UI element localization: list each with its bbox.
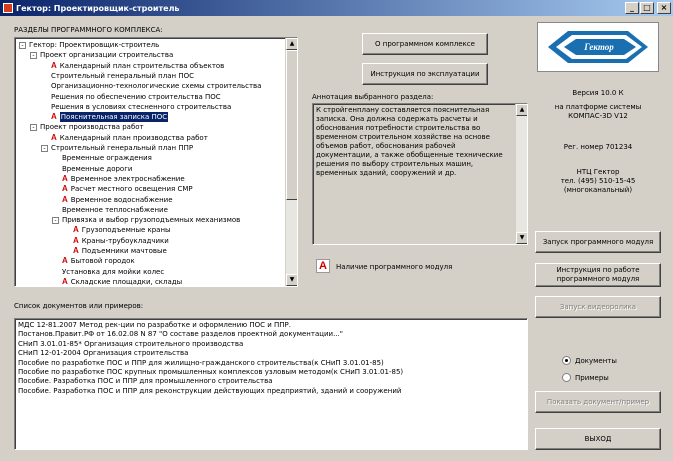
platform-line1: на платформе системы [554,103,642,111]
tree-item[interactable] [41,133,208,143]
tree-item-label: Временное теплоснабжение [62,205,168,214]
document-item[interactable]: СНиП 12-01-2004 Организация строительства [18,349,189,358]
radio-documents-dot[interactable] [562,356,571,365]
gektor-logo [537,22,659,72]
tree-item[interactable] [52,153,152,163]
module-available-icon: A [73,246,79,255]
annotation-scrollbar[interactable] [515,104,527,244]
version-text: Версия 10.0 К [572,89,624,97]
radio-examples-dot[interactable] [562,373,571,382]
tree-item[interactable] [19,40,159,50]
document-item[interactable]: МДС 12-81.2007 Метод рек-ции по разработке и оформлению ПОС и ППР. [18,321,292,329]
tree-item[interactable] [52,174,185,184]
tree-item[interactable] [52,256,135,266]
module-presence-label: Наличие программного модуля [336,263,453,271]
annotation-scroll-down-icon[interactable]: ▼ [516,232,528,244]
tree-item-label: Временное электроснабжение [70,174,185,183]
sections-tree[interactable] [14,37,298,287]
app-icon [3,3,13,13]
module-available-icon: A [62,184,68,194]
radio-examples-label: Примеры [575,373,609,382]
tree-item-label: Складские площадки, склады [70,277,183,286]
radio-examples[interactable] [562,373,609,382]
tree-item[interactable] [41,61,224,71]
module-available-icon: A [51,132,57,142]
tree-item[interactable] [52,277,182,287]
tree-expander-icon[interactable]: - [19,42,26,49]
module-available-icon: A [62,173,68,183]
show-document-button[interactable]: Показать документ/пример [535,391,661,413]
company-phone-note: (многоканальный) [563,186,633,194]
radio-documents[interactable] [562,356,617,365]
tree-item[interactable] [41,143,193,153]
tree-item-label: Установка для мойки колес [62,267,165,276]
module-available-icon: A [62,276,68,286]
tree-item[interactable] [52,215,240,225]
scroll-up-arrow-icon[interactable]: ▲ [286,38,298,50]
annotation-box [312,103,528,245]
tree-scrollbar[interactable] [285,38,297,286]
tree-item-label: Привязка и выбор грузоподъемных механизмов [62,216,241,225]
manual-button[interactable]: Инструкция по эксплуатации [362,63,488,85]
close-button[interactable]: × [657,2,671,14]
tree-item-label: Гектор: Проектировщик-строитель [29,41,160,49]
exit-button[interactable]: ВЫХОД [535,428,661,450]
tree-item[interactable] [63,225,171,235]
doclist-label: Список документов или примеров: [14,302,144,310]
tree-item[interactable] [41,112,168,122]
tree-item[interactable] [41,71,194,81]
tree-item-label: Подъемники мачтовые [81,247,167,255]
radio-documents-label: Документы [575,356,617,365]
module-available-icon: A [51,60,57,70]
tree-item-label: Календарный план строительства объектов [59,61,225,70]
module-available-icon: A [73,235,79,245]
tree-item-label: Временные ограждения [62,154,152,163]
tree-item[interactable] [52,184,193,194]
tree-item-label: Решения в условиях стесненного строительства [51,102,232,111]
tree-expander-icon[interactable]: - [52,217,59,224]
window-title: Гектор: Проектировщик-строитель [16,3,180,13]
tree-item[interactable] [41,81,261,91]
module-instructions-button[interactable]: Инструкция по работе программного модуля [535,263,661,287]
tree-item[interactable] [52,195,173,205]
document-item[interactable]: Пособие. Разработка ПОС и ППР для промышленного строительства [18,377,273,386]
company-name: НТЦ Гектор [576,168,620,176]
tree-item[interactable] [41,102,231,112]
tree-item-label: Бытовой городок [70,257,135,266]
module-available-icon: A [62,256,68,266]
module-available-icon: A [51,112,57,122]
about-button[interactable]: О программном комплексе [362,33,488,55]
launch-module-button[interactable]: Запуск программного модуля [535,231,661,253]
tree-item[interactable] [52,267,164,277]
tree-item-label: Краны-трубоукладчики [81,236,169,245]
tree-item[interactable] [30,50,173,60]
tree-item[interactable] [30,122,144,132]
minimize-button[interactable]: _ [625,2,639,14]
company-phone: тел. (495) 510-15-45 [560,177,636,185]
reg-number: Рег. номер 701234 [563,143,633,151]
document-item[interactable]: СНиП 3.01.01-85* Организация строительного производства [18,339,244,348]
annotation-label: Аннотация выбранного раздела: [312,93,434,101]
sections-label: РАЗДЕЛЫ ПРОГРАММНОГО КОМПЛЕКСА: [14,26,163,34]
maximize-button[interactable]: □ [640,2,654,14]
tree-item-label: Временные дороги [62,164,133,173]
tree-item[interactable] [63,236,169,246]
document-item[interactable]: Пособие. Разработка ПОС и ППР для реконструкции действующих предприятий, зданий и сооружений [18,386,402,395]
tree-item-label: Организационно-технологические схемы строительства [51,82,262,91]
module-available-icon: A [62,194,68,204]
platform-line2: КОМПАС-3D V12 [568,112,628,120]
tree-item-label: Пояснительная записка ПОС [60,113,168,122]
tree-item-label: Расчет местного освещения СМР [70,185,193,194]
tree-item-label: Временное водоснабжение [70,195,173,204]
launch-video-button[interactable]: Запуск видеоролика [535,296,661,318]
tree-expander-icon[interactable]: - [41,145,48,152]
tree-item-label: Решения по обеспечению строительства ПОС [51,92,221,101]
tree-item-label: Календарный план производства работ [59,133,208,142]
tree-item-label: Проект производства работ [40,123,144,132]
annotation-scroll-up-icon[interactable]: ▲ [516,104,528,116]
tree-item[interactable] [52,205,168,215]
tree-item[interactable] [52,164,132,174]
scroll-down-arrow-icon[interactable]: ▼ [286,274,298,286]
annotation-text: К стройгенплану составляется пояснительная записка. Она должна содержать расчеты и обоснования потребности строительства во временном строительном хозяйстве на основе объемов работ, обоснования рабочей документации, а также обобщенные технические решения по выбору строительных машин, временных зданий, сооружений и др. [316,106,503,177]
logo-text: Гектор [584,42,614,52]
document-list[interactable] [14,318,528,450]
tree-item[interactable] [63,246,167,256]
document-item[interactable]: Пособие по разработке ПОС и ППР для жилищно-гражданского строительства(к СНиП 3.01.01-85) [18,358,384,367]
tree-expander-icon[interactable]: - [30,52,37,59]
tree-item-label: Строительный генеральный план ППР [51,144,194,152]
tree-item-label: Проект организации строительства [40,51,174,60]
document-item[interactable]: Постанов.Правит.РФ от 16.02.08 N 87 "О составе разделов проектной документации..." [18,330,343,339]
scroll-thumb[interactable] [286,50,298,200]
title-bar [0,0,673,16]
module-presence-icon: A [316,259,330,273]
module-available-icon: A [73,225,79,235]
tree-item-label: Строительный генеральный план ПОС [51,71,194,80]
tree-expander-icon[interactable]: - [30,124,37,131]
document-item[interactable]: Пособие по разработке ПОС крупных промышленных комплексов узловым методом(к СНиП 3.01.01-85) [18,368,404,376]
tree-item-label: Грузоподъемные краны [81,226,171,235]
tree-item[interactable] [41,92,221,102]
